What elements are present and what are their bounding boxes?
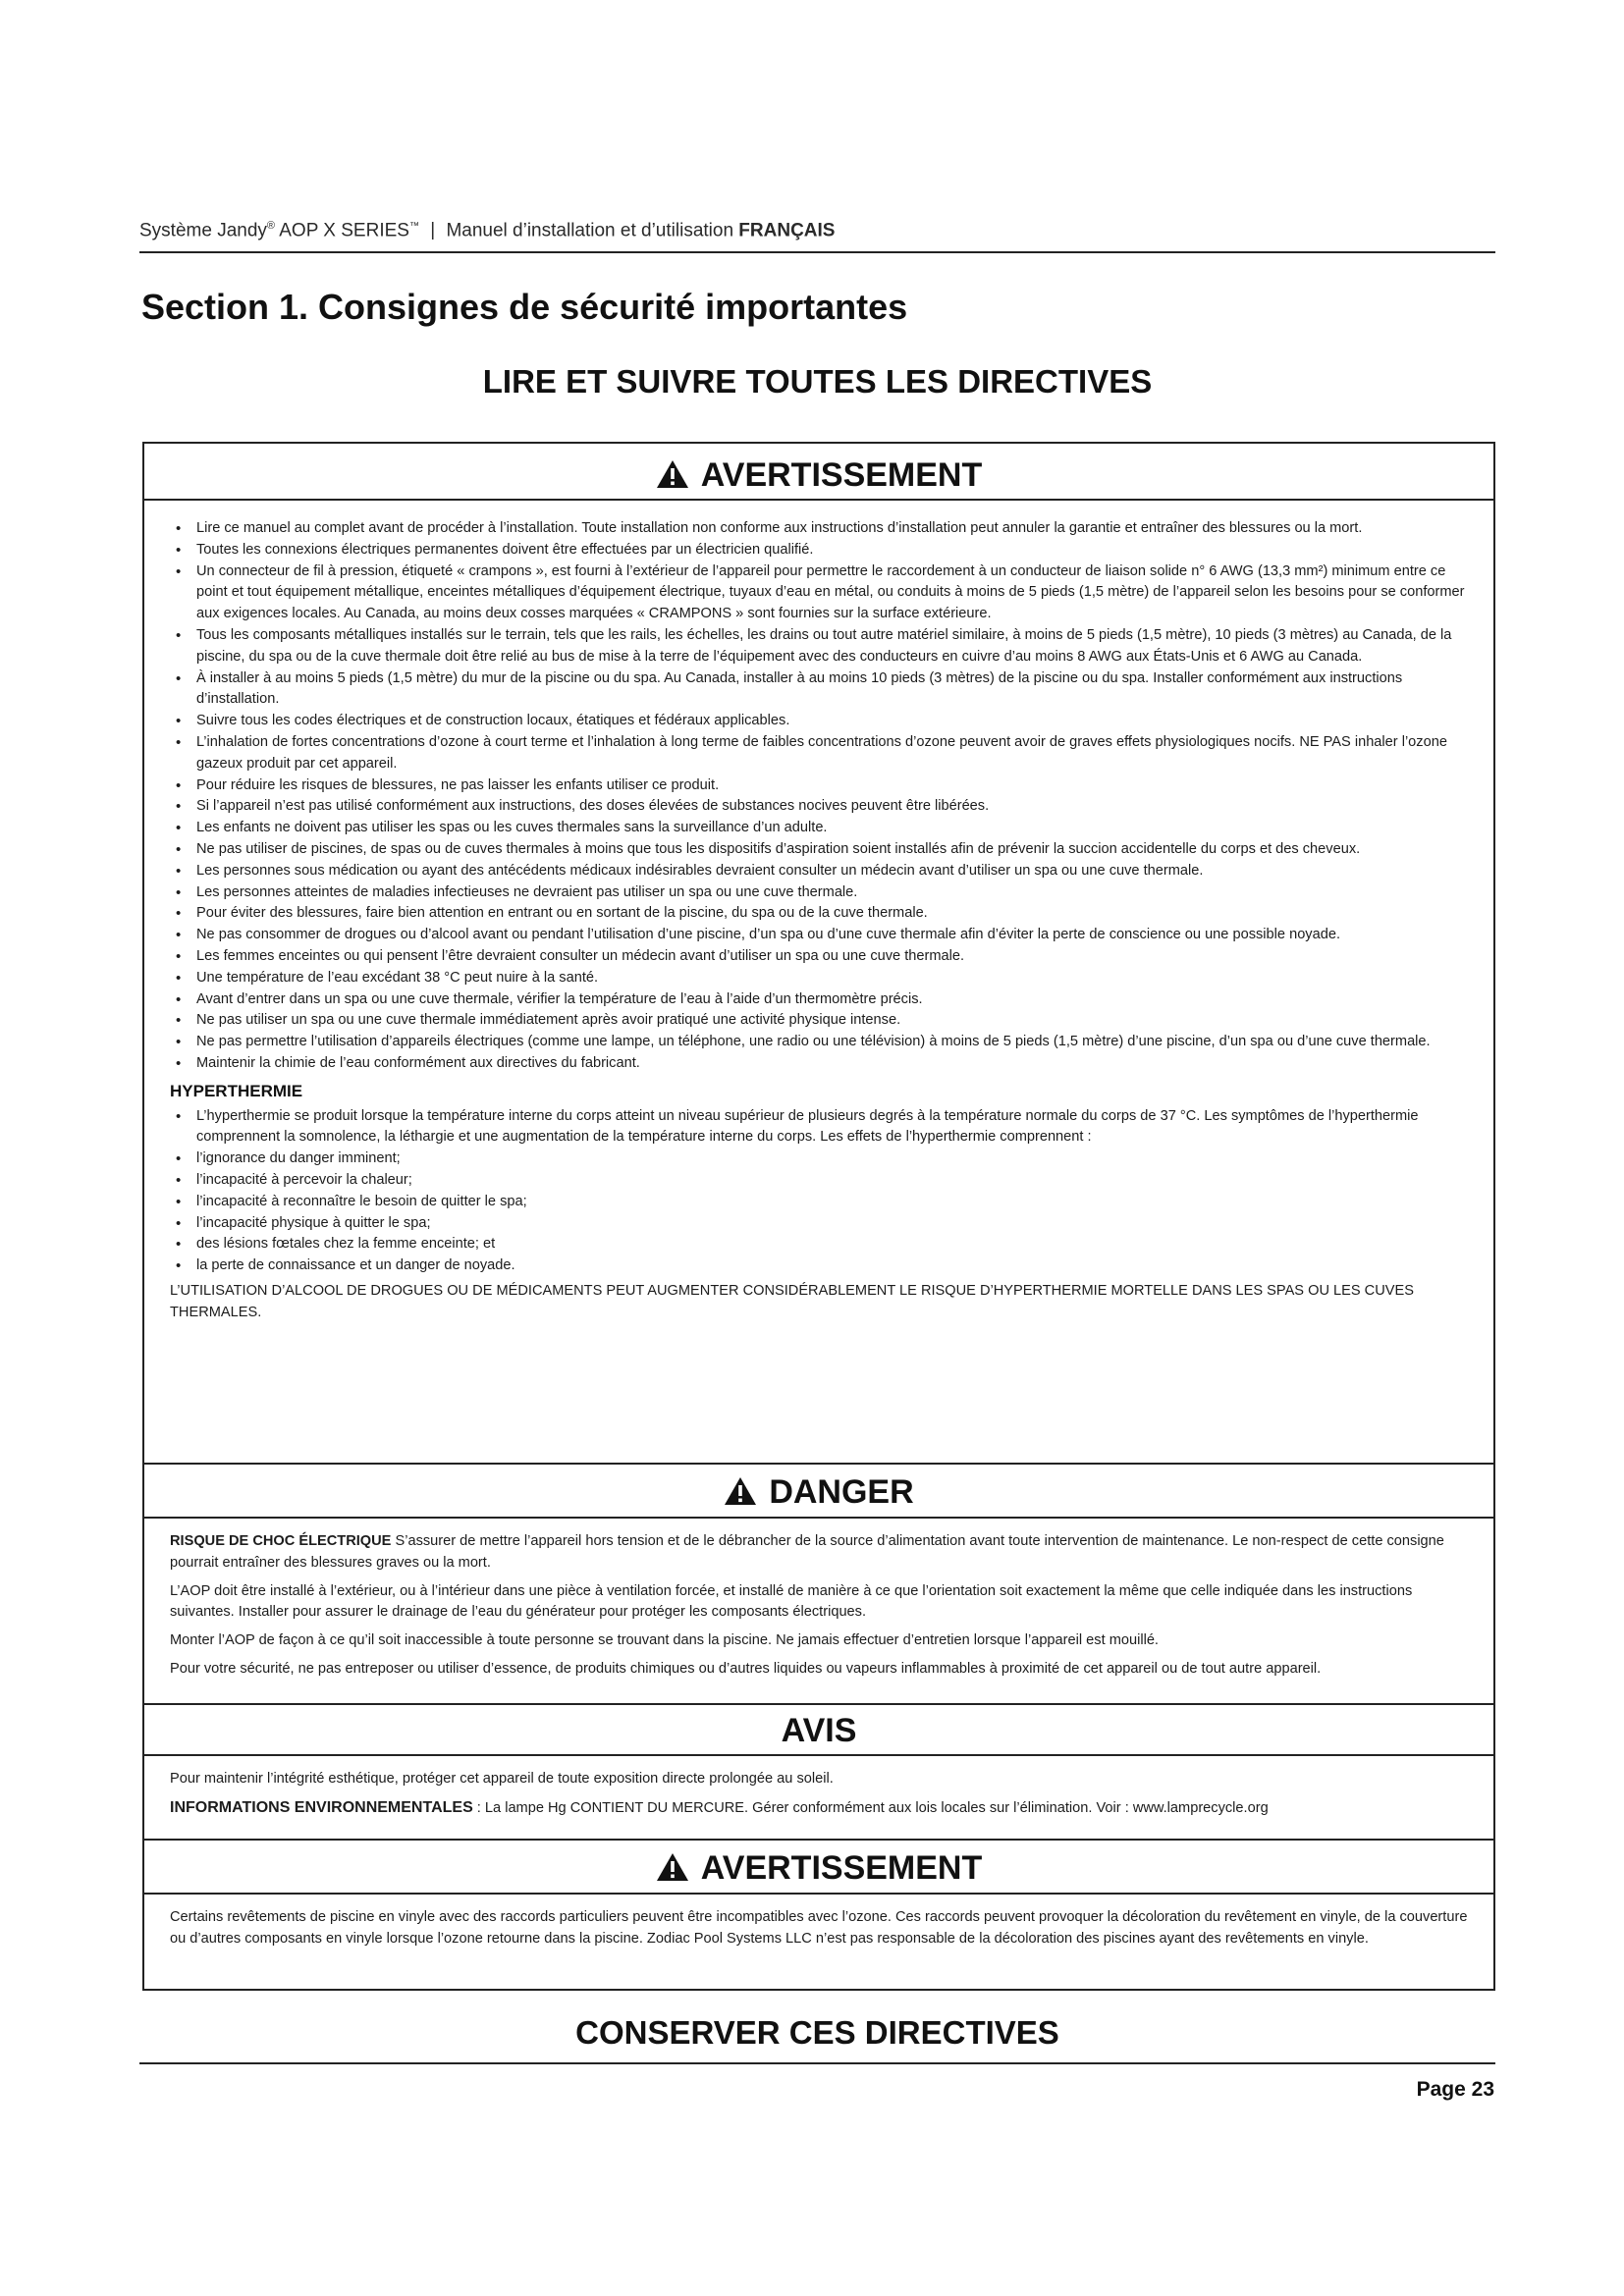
list-item: • Tous les composants métalliques installés sur le terrain, tels que les rails, les échelles, les drains ou tout autre matériel similaire, à moins de 5 pieds (1,5 mètre), 10 pieds (3 mètres) au Canada, de la piscine, du spa ou de la cuve thermale doit être relié au bus de mise à la terre de l’équipement avec des conducteurs en cuivre d’au moins 8 AWG aux États-Unis et 6 AWG au Canada. <box>170 625 1472 668</box>
shock-risk-label: RISQUE DE CHOC ÉLECTRIQUE <box>170 1533 392 1549</box>
list-item: • Ne pas utiliser un spa ou une cuve thermale immédiatement après avoir pratiqué une activité physique intense. <box>170 1010 1472 1032</box>
warning-title <box>144 455 1493 495</box>
footer-divider <box>139 2062 1495 2064</box>
warning2-title-divider <box>144 1893 1493 1895</box>
list-item: • des lésions fœtales chez la femme enceinte; et <box>170 1234 1472 1255</box>
danger-paragraph: L’AOP doit être installé à l’extérieur, ou à l’intérieur dans une pièce à ventilation forcée, et installé de manière à ce que l’orientation soit exactement la même que celle indiquée dans les instructions suivantes. Installer pour assurer le drainage de l’eau du générateur pour protéger les composants électriques. <box>170 1582 1413 1621</box>
notice-title-divider <box>144 1754 1493 1756</box>
list-item: • Ne pas utiliser de piscines, de spas ou de cuves thermales à moins que tous les dispositifs d’aspiration soient installés afin de prévenir la succion accidentelle du corps et des cheveux. <box>170 839 1472 861</box>
warning2-title <box>144 1848 1493 1888</box>
danger-top-divider <box>144 1463 1493 1465</box>
hyperthermia-caps-note: L’UTILISATION D’ALCOOL DE DROGUES OU DE MÉDICAMENTS PEUT AUGMENTER CONSIDÉRABLEMENT LE RISQUE D’HYPERTHERMIE MORTELLE DANS LES SPAS OU LES CUVES THERMALES. <box>170 1282 1414 1320</box>
registered-mark: ® <box>266 220 276 232</box>
header-system: Système Jandy <box>139 220 267 241</box>
warning2-title-text: AVERTISSEMENT <box>700 1849 983 1887</box>
list-item: • l’ignorance du danger imminent; <box>170 1148 1472 1170</box>
list-item: • Les enfants ne doivent pas utiliser les spas ou les cuves thermales sans la surveillance d’un adulte. <box>170 818 1472 839</box>
warning2-content <box>170 1907 1472 1957</box>
list-item: • Les personnes atteintes de maladies infectieuses ne devraient pas utiliser un spa ou une cuve thermale. <box>170 882 1472 904</box>
list-item: • Les personnes sous médication ou ayant des antécédents médicaux indésirables devraient consulter un médecin avant d’utiliser un spa ou une cuve thermale. <box>170 861 1472 882</box>
warning-title-text: AVERTISSEMENT <box>700 456 983 494</box>
warning-triangle-icon <box>656 1852 689 1882</box>
warning-list <box>170 518 1472 1075</box>
list-item: • Pour éviter des blessures, faire bien attention en entrant ou en sortant de la piscine, du spa ou de la cuve thermale. <box>170 903 1472 925</box>
list-item: • Les femmes enceintes ou qui pensent l’être devraient consulter un médecin avant d’utiliser un spa ou une cuve thermale. <box>170 946 1472 968</box>
notice-title: AVIS <box>781 1712 857 1749</box>
running-header <box>139 220 1494 241</box>
shock-risk-text: S’assurer de mettre l’appareil hors tension et de le débrancher de la source d’alimentation avant toute intervention de maintenance. Le non-respect de cette consigne pourrait entraîner des blessures graves ou la mort. <box>170 1533 1444 1571</box>
warning-content <box>170 518 1472 1323</box>
list-item: • L’inhalation de fortes concentrations d’ozone à court terme et l’inhalation à long terme de faibles concentrations d’ozone peuvent avoir de graves effets physiologiques nocifs. NE PAS inhaler l’ozone gazeux produit par cet appareil. <box>170 732 1472 775</box>
list-item: • Ne pas consommer de drogues ou d’alcool avant ou pendant l’utilisation d’une piscine, d’un spa ou d’une cuve thermale afin d’éviter la perte de conscience ou une possible noyade. <box>170 925 1472 946</box>
list-item: • Un connecteur de fil à pression, étiqueté « crampons », est fourni à l’extérieur de l’appareil pour permettre le raccordement à un conducteur de liaison solide n° 6 AWG (13,3 mm²) minimum entre ce point et tout équipement métallique, enceintes métalliques d’équipement électrique, tuyaux d’eau en métal, ou conduits à moins de 5 pieds (1,5 mètre) de l’appareil selon les besoins pour se conformer aux exigences locales. Au Canada, au moins deux cosses marquées « CRAMPONS » sont fournies sur la surface extérieure. <box>170 561 1472 625</box>
list-item: • Si l’appareil n’est pas utilisé conformément aux instructions, des doses élevées de substances nocives peuvent être libérées. <box>170 796 1472 818</box>
list-item: • Une température de l’eau excédant 38 °C peut nuire à la santé. <box>170 968 1472 989</box>
list-item: • Avant d’entrer dans un spa ou une cuve thermale, vérifier la température de l’eau à l’aide d’un thermomètre précis. <box>170 989 1472 1011</box>
notice-paragraph <box>170 1797 1472 1820</box>
list-item: • la perte de connaissance et un danger de noyade. <box>170 1255 1472 1277</box>
environmental-info-label: INFORMATIONS ENVIRONNEMENTALES <box>170 1798 473 1816</box>
read-follow-heading: LIRE ET SUIVRE TOUTES LES DIRECTIVES <box>482 363 1153 400</box>
list-item: • Suivre tous les codes électriques et de construction locaux, étatiques et fédéraux applicables. <box>170 711 1472 732</box>
warning2-paragraph: Certains revêtements de piscine en vinyle avec des raccords particuliers peuvent être incompatibles avec l’ozone. Ces raccords peuvent provoquer la décoloration du revêtement en vinyle, de la couverture ou d’autres composants en vinyle lorsque l’ozone retourne dans la piscine. Zodiac Pool Systems LLC n’est pas responsable de la décoloration des piscines ayant des revêtements en vinyle. <box>170 1909 1468 1947</box>
list-item: • Toutes les connexions électriques permanentes doivent être effectuées par un électricien qualifié. <box>170 540 1472 561</box>
warning-title-divider <box>144 499 1493 501</box>
warning-triangle-icon <box>656 459 689 489</box>
list-item: • Maintenir la chimie de l’eau conformément aux directives du fabricant. <box>170 1053 1472 1075</box>
list-item: • Lire ce manuel au complet avant de procéder à l’installation. Toute installation non conforme aux instructions d’installation peut annuler la garantie et entraîner des blessures ou la mort. <box>170 518 1472 540</box>
list-item: • Pour réduire les risques de blessures, ne pas laisser les enfants utiliser ce produit. <box>170 775 1472 797</box>
danger-title <box>144 1472 1493 1512</box>
danger-paragraph: Monter l’AOP de façon à ce qu’il soit inaccessible à toute personne se trouvant dans la piscine. Ne jamais effectuer d’entretien lorsque l’appareil est mouillé. <box>170 1632 1159 1649</box>
trademark-mark: ™ <box>408 221 419 232</box>
hyperthermia-heading: HYPERTHERMIE <box>170 1081 303 1100</box>
list-item: • l’incapacité à reconnaître le besoin de quitter le spa; <box>170 1192 1472 1213</box>
notice-paragraph: Pour maintenir l’intégrité esthétique, protéger cet appareil de toute exposition directe prolongée au soleil. <box>170 1771 834 1787</box>
notice-top-divider <box>144 1703 1493 1705</box>
header-divider <box>139 251 1495 253</box>
notice-content <box>170 1769 1472 1827</box>
danger-paragraph <box>170 1531 1472 1575</box>
danger-content <box>170 1531 1472 1687</box>
list-item: • À installer à au moins 5 pieds (1,5 mètre) du mur de la piscine ou du spa. Au Canada, installer à au moins 10 pieds (3 mètres) de la piscine ou du spa. Installer conformément aux instructions d’installation. <box>170 668 1472 712</box>
danger-paragraph: Pour votre sécurité, ne pas entreposer ou utiliser d’essence, de produits chimiques ou d’autres liquides ou vapeurs inflammables à proximité de cet appareil ou de tout autre appareil. <box>170 1660 1322 1677</box>
header-separator: | <box>430 220 436 241</box>
danger-title-text: DANGER <box>769 1473 914 1511</box>
list-item: • l’incapacité physique à quitter le spa; <box>170 1213 1472 1235</box>
header-product: AOP X SERIES <box>279 220 409 241</box>
list-item: • l’incapacité à percevoir la chaleur; <box>170 1170 1472 1192</box>
warning2-top-divider <box>144 1839 1493 1841</box>
keep-instructions-heading: CONSERVER CES DIRECTIVES <box>575 2014 1059 2051</box>
environmental-info-text: : La lampe Hg CONTIENT DU MERCURE. Gérer conformément aux lois locales sur l’élimination. Voir : www.lamprecycle.org <box>472 1799 1269 1816</box>
hyperthermia-list <box>170 1106 1472 1277</box>
safety-box <box>142 442 1495 1991</box>
header-manual: Manuel d’installation et d’utilisation <box>446 220 734 241</box>
warning-triangle-icon <box>724 1476 757 1506</box>
list-item: • L’hyperthermie se produit lorsque la température interne du corps atteint un niveau supérieur de plusieurs degrés à la température normale du corps de 37 °C. Les symptômes de l’hyperthermie comprennent la somnolence, la léthargie et une augmentation de la température interne du corps. Les effets de l’hyperthermie comprennent : <box>170 1106 1472 1149</box>
section-title: Section 1. Consignes de sécurité importantes <box>141 287 908 327</box>
header-language: FRANÇAIS <box>738 220 836 241</box>
page-number: Page 23 <box>1416 2078 1494 2101</box>
list-item: • Ne pas permettre l’utilisation d’appareils électriques (comme une lampe, un téléphone, une radio ou une télévision) à moins de 5 pieds (1,5 mètre) d’une piscine, d’un spa ou d’une cuve thermale. <box>170 1032 1472 1053</box>
danger-title-divider <box>144 1517 1493 1519</box>
